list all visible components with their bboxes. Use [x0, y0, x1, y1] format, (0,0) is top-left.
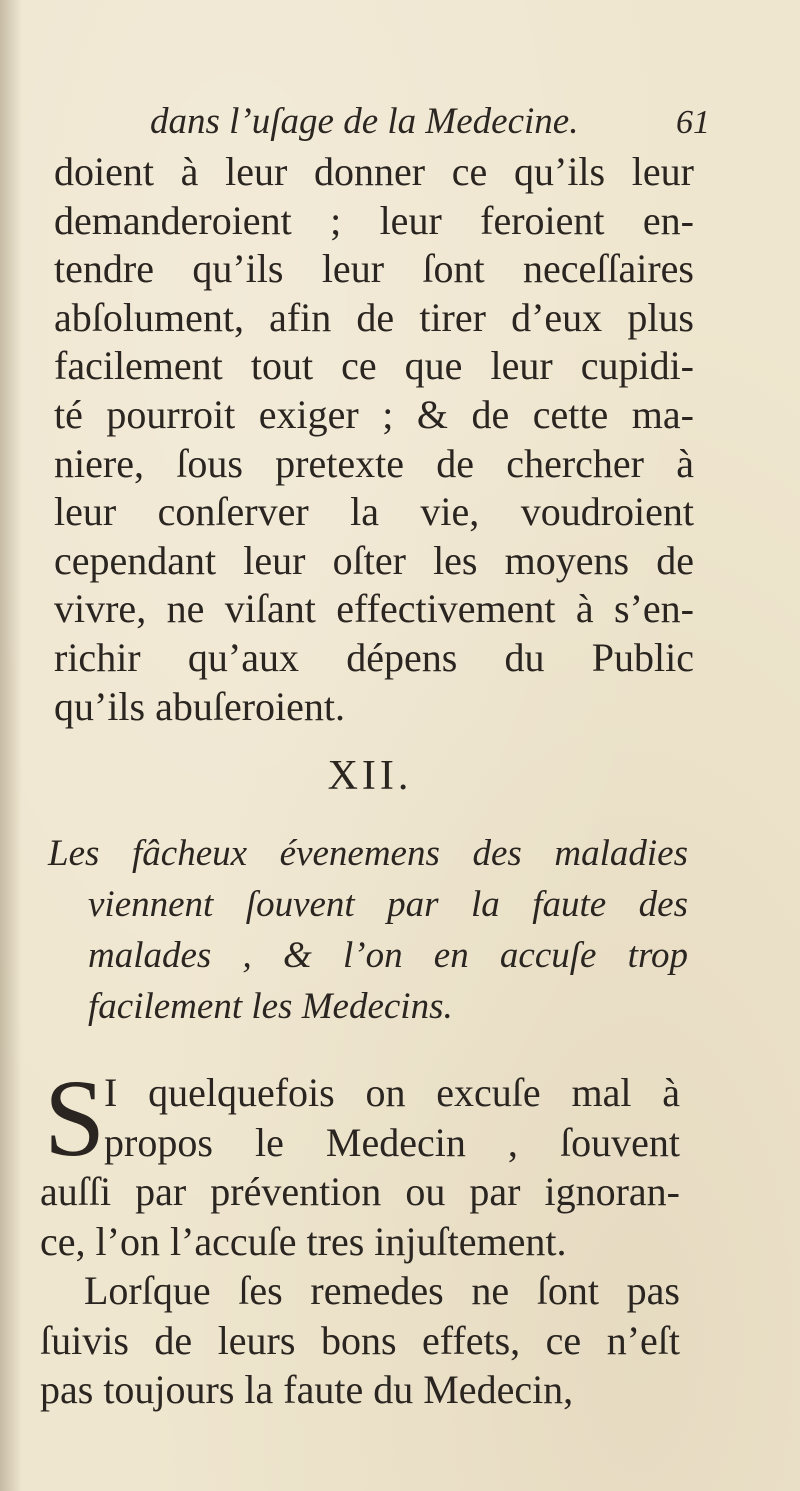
page-number: 61	[676, 104, 710, 141]
text-line: tendre qu’ils leur ſont neceſſaires	[54, 246, 694, 292]
text-line: demanderoient ; leur feroient en-	[54, 197, 694, 243]
text-line: doient à leur donner ce qu’ils leur	[54, 149, 694, 194]
paragraph-2	[40, 1057, 680, 1266]
text-line: facilement tout ce que leur cupidi-	[54, 343, 694, 389]
text-line: vivre, ne viſant effectivement à s’en-	[54, 586, 694, 632]
text-line: ſuivis de leurs bons effets, ce n’eſt	[40, 1317, 680, 1363]
summary-line: viennent ſouvent par la faute des	[88, 884, 688, 925]
text-line: ce, l’on l’accuſe tres injuſtement.	[40, 1218, 567, 1264]
running-title: dans l’uſage de la Medecine.	[150, 101, 579, 142]
text-line: cependant leur oſter les moyens de	[54, 537, 694, 583]
section-summary	[48, 828, 688, 1032]
paragraph-1	[54, 148, 694, 731]
text-line: niere, ſous pretexte de chercher à	[54, 440, 694, 486]
summary-line: facilement les Medecins.	[88, 986, 453, 1027]
text-line: pas toujours la faute du Medecin,	[40, 1367, 574, 1412]
section-number: XII.	[327, 753, 413, 799]
text-line: qu’ils abuſeroient.	[54, 683, 346, 729]
paragraph-3	[40, 1266, 680, 1415]
summary-line: Les fâcheux évenemens des maladies	[48, 833, 688, 874]
text-line: richir qu’aux dépens du Public	[54, 634, 694, 680]
text-line: leur conſerver la vie, voudroient	[54, 489, 694, 535]
drop-cap: S	[44, 1057, 106, 1179]
gutter-shadow	[0, 0, 22, 1491]
text-line: abſolument, afin de tirer d’eux plus	[54, 294, 694, 340]
text-line: Lorſque ſes remedes ne ſont pas	[84, 1268, 680, 1313]
text-line: I quelquefois on excuſe mal à	[104, 1070, 680, 1115]
text-line: té pourroit exiger ; & de cette ma-	[54, 391, 694, 437]
running-head	[150, 100, 710, 150]
text-line: propos le Medecin , ſouvent	[104, 1119, 680, 1165]
summary-line: malades , & l’on en accuſe trop	[88, 935, 688, 976]
text-line: auſſi par prévention ou par ignoran-	[40, 1169, 680, 1214]
